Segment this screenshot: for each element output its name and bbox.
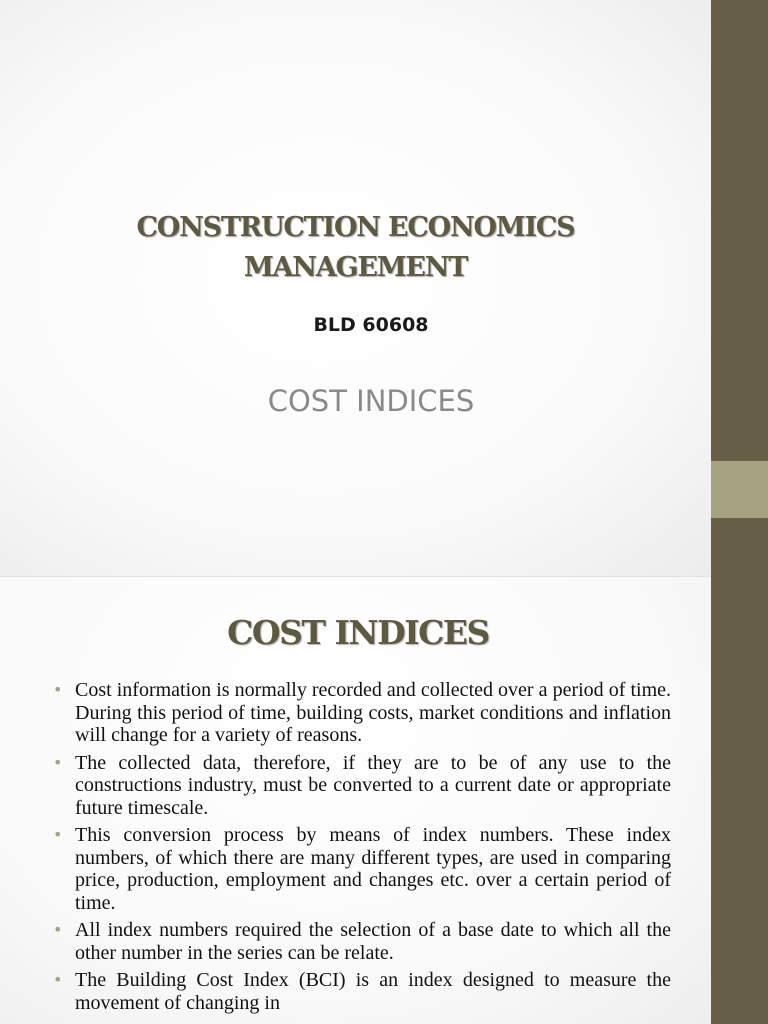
slide-title-line-2: MANAGEMENT xyxy=(243,252,468,283)
bullet-text: The collected data, therefore, if they are to be of any use to the constructions industry, must be converted to a current date or appropriate future timescale. xyxy=(75,751,671,819)
bullet-icon: • xyxy=(53,920,63,939)
bullet-text: All index numbers required the selection of a base date to which all the other number in the series can be relate. xyxy=(75,919,671,964)
bullet-text: Cost information is normally recorded and collected over a period of time. During this period of time, building costs, market conditions and inflation will change for a variety of reasons. xyxy=(75,679,671,746)
bullet-item xyxy=(53,679,671,747)
bullet-list xyxy=(53,679,671,1019)
bullet-icon: • xyxy=(53,752,63,772)
slide-subtitle: COST INDICES xyxy=(267,384,475,418)
bullet-item xyxy=(53,824,671,914)
bullet-icon: • xyxy=(53,970,63,989)
course-code: BLD 60608 xyxy=(313,314,429,336)
slide-title xyxy=(0,208,711,288)
bullet-text: This conversion process by means of index numbers. These index numbers, of which there are many different types, are used in comparing price, production, employment and changes etc. over a certain period of time. xyxy=(75,824,671,914)
bullet-icon: • xyxy=(53,825,63,844)
bullet-item xyxy=(53,919,671,964)
bullet-item xyxy=(53,969,671,1014)
bullet-text: The Building Cost Index (BCI) is an index designed to measure the movement of changing in xyxy=(75,969,671,1014)
content-slide xyxy=(0,576,711,1024)
sidebar-accent-block xyxy=(711,461,768,518)
decorative-sidebar xyxy=(711,0,768,1024)
bullet-icon: • xyxy=(53,680,63,699)
content-heading: COST INDICES xyxy=(227,613,489,652)
slide-title-line-1: CONSTRUCTION ECONOMICS xyxy=(136,212,575,243)
bullet-item xyxy=(53,752,671,820)
